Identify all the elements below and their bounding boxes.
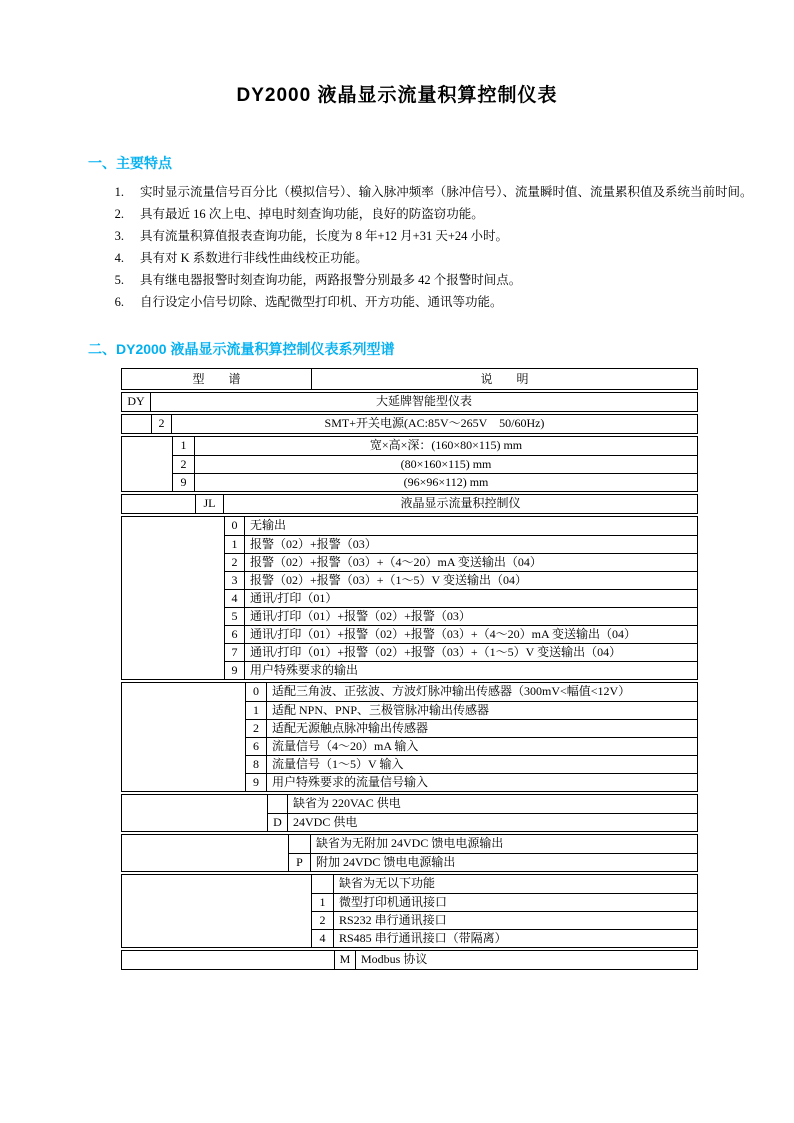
table-group-comm-interface-options (121, 874, 698, 948)
model-desc-cell: 宽×高×深：(160×80×115) mm (369, 438, 523, 452)
table-blank-cell (122, 683, 245, 701)
model-code-cell: 1 (245, 701, 267, 719)
model-desc-cell: 适配无源触点脉冲输出传感器 (267, 719, 697, 737)
model-desc-cell: 无输出 (250, 518, 287, 532)
table-blank-cell (122, 495, 195, 513)
model-desc-cell: 通讯/打印（01）+报警（02）+报警（03）+（4～20）mA 变送输出（04） (245, 625, 697, 643)
model-code-cell: 4 (311, 929, 334, 947)
model-desc-cell: 通讯/打印（01）+报警（02）+报警（03）+（1～5）V 变送输出（04） (245, 643, 697, 661)
model-desc-cell: 报警（02）+报警（03） (245, 535, 697, 553)
model-code-cell (267, 795, 288, 813)
table-group-instrument-type (121, 494, 698, 514)
table-blank-cell (122, 415, 151, 433)
model-desc-cell: 24VDC 供电 (288, 813, 697, 831)
model-code-cell: P (288, 853, 311, 871)
table-group-brand (121, 392, 698, 412)
model-desc-cell: 通讯/打印（01） (245, 589, 697, 607)
feature-number: 2. (114, 207, 124, 221)
model-code-cell: 0 (224, 517, 245, 535)
feature-text: 具有最近 16 次上电、掉电时刻查询功能，良好的防盗窃功能。 (140, 207, 484, 221)
model-code-cell: D (267, 813, 288, 831)
model-code-cell: 0 (245, 683, 267, 701)
table-group-case-size (121, 436, 698, 492)
model-desc-cell: 流量信号（1～5）V 输入 (267, 755, 697, 773)
model-code-cell: 4 (224, 589, 245, 607)
table-blank-cell (122, 875, 311, 893)
model-desc-cell: Modbus 协议 (361, 952, 428, 966)
page-title: DY2000 液晶显示流量积算控制仪表 (236, 85, 558, 106)
model-desc-cell: 通讯/打印（01）+报警（02）+报警（03） (245, 607, 697, 625)
column-header-model: 型 谱 (192, 372, 241, 386)
feature-item-1 (112, 181, 794, 203)
model-code-cell: 1 (172, 437, 195, 455)
table-blank-cell (122, 517, 224, 535)
features-list (112, 181, 794, 313)
model-code-cell: M (334, 951, 356, 969)
model-code-cell: 2 (245, 719, 267, 737)
model-desc-cell: 液晶显示流量积控制仪 (400, 496, 521, 510)
feature-number: 5. (114, 273, 124, 287)
model-code-cell: 1 (224, 535, 245, 553)
table-group-input-signal-options (121, 682, 698, 792)
model-desc-cell: 报警（02）+报警（03）+（1～5）V 变送输出（04） (245, 571, 697, 589)
model-spectrum-table (121, 368, 698, 970)
feature-item-4 (112, 247, 794, 269)
model-desc-cell: 缺省为 220VAC 供电 (293, 796, 401, 810)
model-code-cell: 9 (245, 773, 267, 791)
model-desc-cell: 用户特殊要求的输出 (245, 661, 697, 679)
model-code-cell: 7 (224, 643, 245, 661)
section-features-heading: 一、主要特点 (88, 155, 172, 171)
table-header-row (121, 368, 698, 390)
model-code-cell: 1 (311, 893, 334, 911)
model-code-cell (311, 875, 334, 893)
feature-item-5 (112, 269, 794, 291)
model-desc-cell: 流量信号（4～20）mA 输入 (267, 737, 697, 755)
feature-text: 实时显示流量信号百分比（模拟信号）、输入脉冲频率（脉冲信号）、流量瞬时值、流量累积值及系统当前时间。 (140, 185, 753, 199)
section-spectrum-heading: 二、DY2000 液晶显示流量积算控制仪表系列型谱 (88, 341, 395, 357)
model-desc-cell: RS232 串行通讯接口 (334, 911, 697, 929)
model-code-cell: 5 (224, 607, 245, 625)
model-code-cell: 2 (311, 911, 334, 929)
model-code-cell: 8 (245, 755, 267, 773)
model-desc-cell: (96×96×112) mm (195, 473, 697, 491)
feature-number: 1. (114, 185, 124, 199)
feature-number: 6. (114, 295, 124, 309)
model-code-cell: 6 (224, 625, 245, 643)
model-code-cell: DY (122, 393, 151, 411)
table-group-supply-voltage-options (121, 794, 698, 832)
feature-item-3 (112, 225, 794, 247)
model-code-cell: 9 (224, 661, 245, 679)
feature-item-2 (112, 203, 794, 225)
feature-text: 具有继电器报警时刻查询功能，两路报警分别最多 42 个报警时间点。 (140, 273, 522, 287)
model-code-cell: JL (195, 495, 224, 513)
model-code-cell: 6 (245, 737, 267, 755)
model-desc-cell: 微型打印机通讯接口 (334, 893, 697, 911)
model-desc-cell: 大延牌智能型仪表 (375, 394, 472, 408)
feature-text: 自行设定小信号切除、选配微型打印机、开方功能、通讯等功能。 (140, 295, 503, 309)
feature-text: 具有流量积算值报表查询功能，长度为 8 年+12 月+31 天+24 小时。 (140, 229, 509, 243)
table-group-feed-power-options (121, 834, 698, 872)
feature-item-6 (112, 291, 794, 313)
column-header-desc: 说 明 (311, 369, 697, 389)
feature-number: 4. (114, 251, 124, 265)
model-code-cell (288, 835, 311, 853)
model-desc-cell: (80×160×115) mm (195, 455, 697, 473)
feature-text: 具有对 K 系数进行非线性曲线校正功能。 (140, 251, 368, 265)
model-desc-cell: SMT+开关电源(AC:85V～265V 50/60Hz) (324, 416, 545, 430)
table-blank-cell (122, 951, 334, 969)
model-desc-cell: 适配 NPN、PNP、三极管脉冲输出传感器 (267, 701, 697, 719)
table-group-protocol-options (121, 950, 698, 970)
model-code-cell: 2 (151, 415, 172, 433)
model-code-cell: 2 (172, 455, 195, 473)
table-blank-cell (122, 835, 288, 853)
table-group-output-options (121, 516, 698, 680)
model-desc-cell: 附加 24VDC 馈电电源输出 (311, 853, 697, 871)
model-code-cell: 2 (224, 553, 245, 571)
model-desc-cell: 缺省为无附加 24VDC 馈电电源输出 (316, 836, 504, 850)
model-code-cell: 3 (224, 571, 245, 589)
model-desc-cell: 用户特殊要求的流量信号输入 (267, 773, 697, 791)
model-desc-cell: 报警（02）+报警（03）+（4～20）mA 变送输出（04） (245, 553, 697, 571)
table-blank-cell (122, 437, 172, 455)
model-code-cell: 9 (172, 473, 195, 491)
model-desc-cell: RS485 串行通讯接口（带隔离） (334, 929, 697, 947)
table-blank-cell (122, 795, 267, 813)
feature-number: 3. (114, 229, 124, 243)
model-desc-cell: 适配三角波、正弦波、方波灯脉冲输出传感器（300mV<幅值<12V） (272, 684, 631, 698)
table-group-power-supply-type (121, 414, 698, 434)
model-desc-cell: 缺省为无以下功能 (339, 876, 436, 890)
